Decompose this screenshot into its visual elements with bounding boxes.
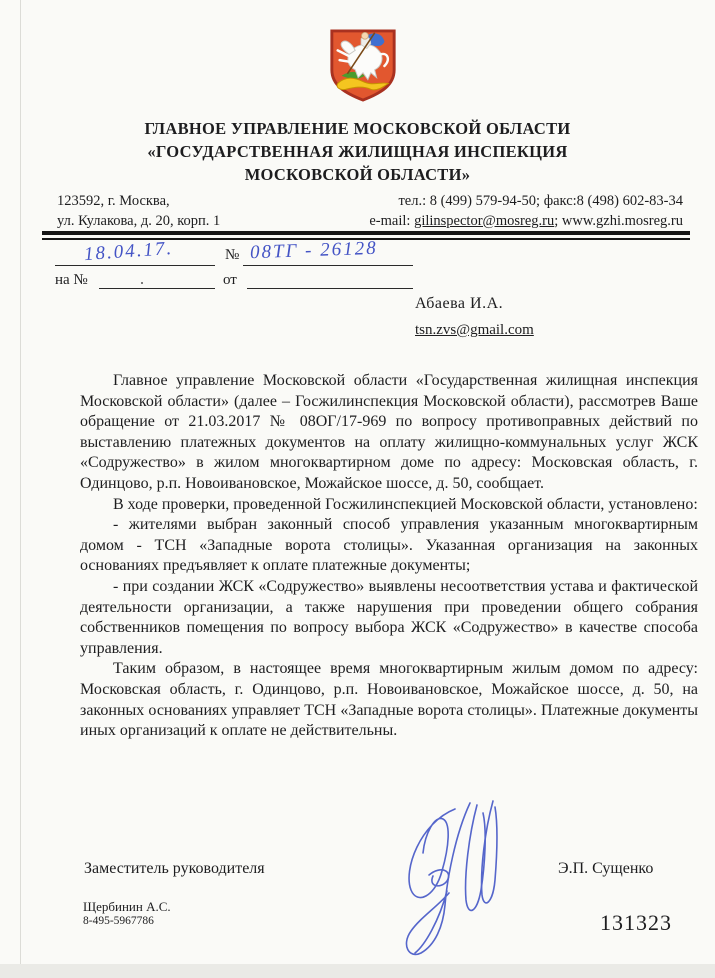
date-underline <box>55 265 215 266</box>
signer-position-title: Заместитель руководителя <box>84 860 265 877</box>
organization-title-line: МОСКОВСКОЙ ОБЛАСТИ» <box>244 165 471 184</box>
from-label: от <box>223 272 237 288</box>
org-email-link[interactable]: gilinspector@mosreg.ru <box>414 212 555 229</box>
scan-dot-artifact <box>141 282 143 284</box>
moscow-region-coat-of-arms-icon <box>326 27 400 103</box>
recipient-name: Абаева И.А. <box>415 295 504 312</box>
reply-date-underline <box>247 288 413 289</box>
executor-name: Щербинин А.С. <box>83 899 171 914</box>
outgoing-date-handwritten: 18.04.17. <box>83 237 174 266</box>
org-postal-address <box>57 192 220 231</box>
phone-fax-line: тел.: 8 (499) 579-94-50; факс:8 (498) 602-83-34 <box>398 193 683 209</box>
paragraph: - жителями выбран законный способ управления указанным многоквартирным домом - ТСН «Западные ворота столицы». Указанная организация на законных основаниях предъявляет к оплате платежные документы; <box>80 516 698 575</box>
executor-phone: 8-495-5967786 <box>83 915 154 927</box>
address-line: 123592, г. Москва, <box>57 193 170 209</box>
organization-title-line: «ГОСУДАРСТВЕННАЯ ЖИЛИЩНАЯ ИНСПЕКЦИЯ <box>147 142 568 161</box>
outgoing-number-handwritten: 08ТГ - 26128 <box>249 237 379 264</box>
website-text: ; www.gzhi.mosreg.ru <box>554 212 683 229</box>
email-label: e-mail: <box>369 212 415 229</box>
paragraph: В ходе проверки, проведенной Госжилинспекцией Московской области, установлено: <box>113 495 698 513</box>
reply-to-label: на № <box>55 272 88 288</box>
paragraph: Таким образом, в настоящее время многоквартирным жилым домом по адресу: Московская область, г. Одинцово, р.п. Новоивановское, Можайское шоссе, д. 50, на законных основаниях управляет ТСН «Западные ворота столицы». Платежные документы иных организаций к оплате не действительны. <box>80 660 698 740</box>
letter-body <box>80 371 698 742</box>
recipient-email <box>415 322 534 339</box>
recipient-email-link[interactable]: tsn.zvs@gmail.com <box>415 322 534 338</box>
signer-name: Э.П. Сущенко <box>558 860 654 877</box>
address-line: ул. Кулакова, д. 20, корп. 1 <box>57 212 221 229</box>
document-code: 131323 <box>600 910 672 935</box>
number-underline <box>243 265 413 266</box>
org-contacts <box>369 192 683 231</box>
reply-number-underline <box>99 288 215 289</box>
handwritten-signature <box>385 795 510 963</box>
number-sign: № <box>225 247 240 263</box>
paragraph: - при создании ЖСК «Содружество» выявлены несоответствия устава и фактической деятельности организации, а также нарушения при проведении общего собрания собственников помещения по вопросу выбора ЖСК «Содружество» в качестве способа управления. <box>80 577 698 657</box>
email-website-line <box>369 212 683 232</box>
scan-edge-artifact <box>0 964 715 978</box>
organization-title <box>0 117 715 186</box>
organization-title-line: ГЛАВНОЕ УПРАВЛЕНИЕ МОСКОВСКОЙ ОБЛАСТИ <box>144 119 571 138</box>
executor-info <box>83 899 171 929</box>
paragraph: Главное управление Московской области «Государственная жилищная инспекция Московской области» (далее – Госжилинспекция Московской области), рассмотрев Ваше обращение от 21.03.2017 № 08ОГ/17-969 по вопросу противоправных действий по выставлению платежных документов на оплату жилищно-коммунальных услуг ЖСК «Содружество» в жилом многоквартирном доме по адресу: Московская область, г. Одинцово, р.п. Новоивановское, Можайское шоссе, д. 50, сообщает. <box>80 372 698 492</box>
